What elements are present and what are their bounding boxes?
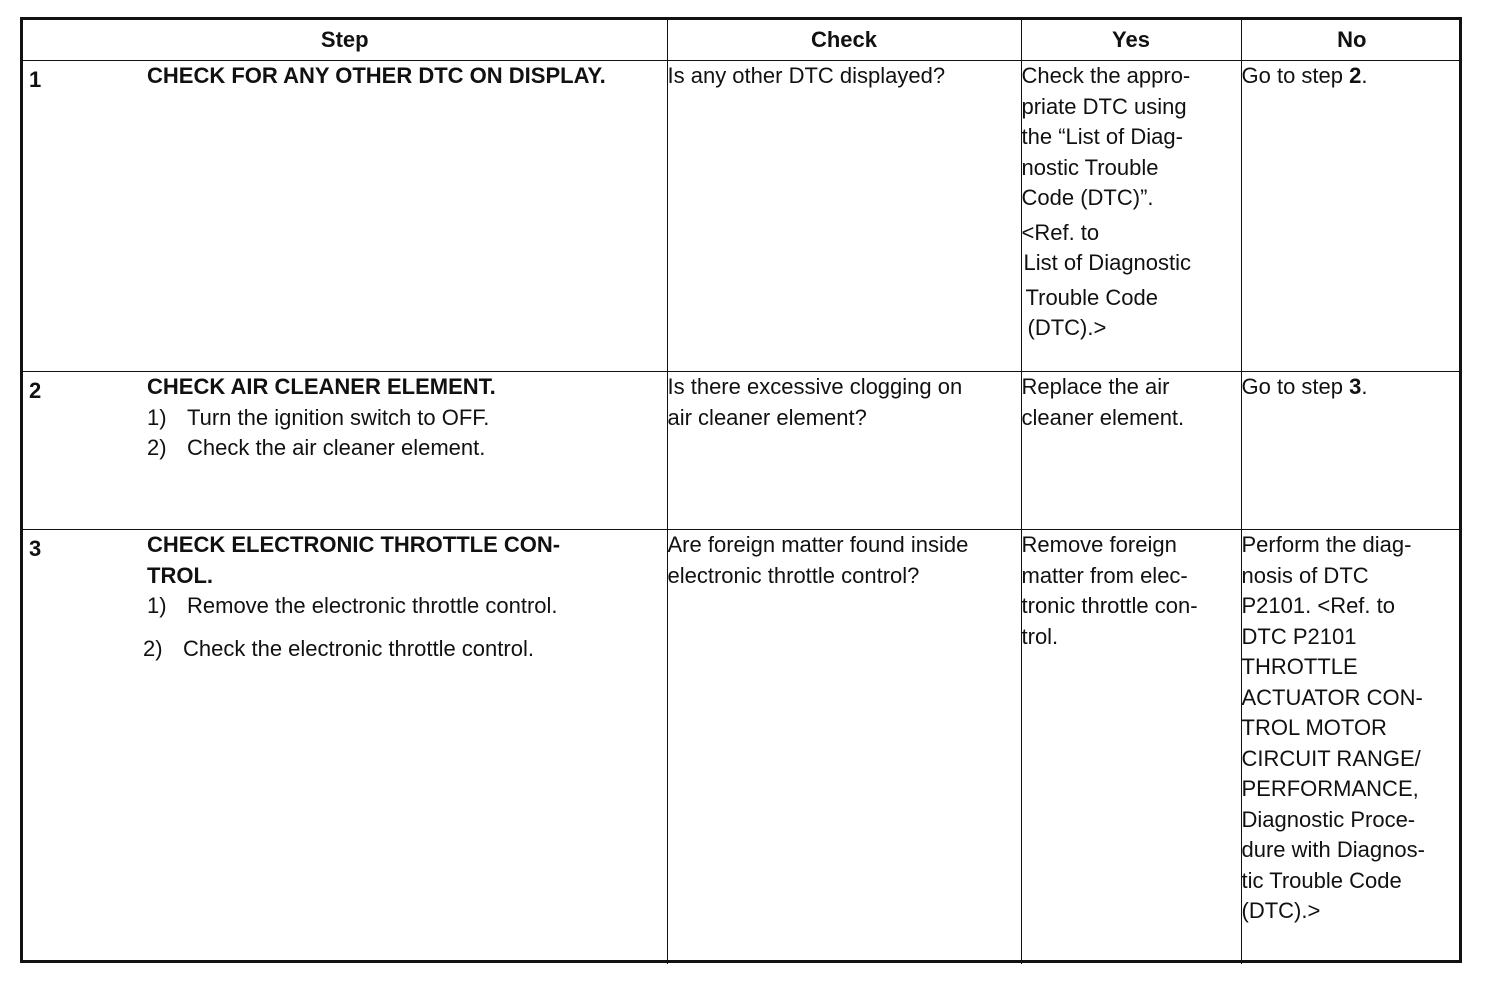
substep-text: Check the electronic throttle control. bbox=[183, 635, 534, 661]
no-line: tic Trouble Code bbox=[1241, 867, 1402, 893]
step-title: CHECK AIR CLEANER ELEMENT. bbox=[147, 374, 496, 399]
no-text bbox=[1242, 372, 1463, 403]
substep bbox=[147, 403, 663, 434]
substep-text: Check the air cleaner element. bbox=[187, 435, 486, 460]
no-prefix: Go to step bbox=[1241, 374, 1350, 399]
no-line: (DTC).> bbox=[1241, 898, 1321, 923]
yes-line: Check the appro- bbox=[1021, 63, 1191, 88]
yes-line: matter from elec- bbox=[1021, 562, 1188, 588]
no-step-ref: 2 bbox=[1349, 63, 1362, 88]
no-cell bbox=[1241, 530, 1462, 964]
step-number: 1 bbox=[29, 67, 42, 92]
header-no: No bbox=[1241, 20, 1462, 61]
yes-line: priate DTC using bbox=[1021, 93, 1187, 119]
substep-number: 2) bbox=[147, 435, 167, 460]
no-line: THROTTLE bbox=[1241, 654, 1358, 679]
check-line: Is there excessive clogging on bbox=[667, 374, 963, 399]
yes-ref-line: <Ref. to bbox=[1021, 219, 1100, 245]
step-number: 2 bbox=[29, 378, 42, 403]
no-line: TROL MOTOR bbox=[1241, 715, 1387, 740]
step-cell bbox=[23, 372, 667, 530]
yes-cell bbox=[1021, 530, 1241, 964]
no-line: nosis of DTC bbox=[1241, 562, 1369, 588]
header-check: Check bbox=[667, 20, 1021, 61]
no-line: CIRCUIT RANGE/ bbox=[1241, 745, 1421, 771]
yes-line: trol. bbox=[1021, 623, 1059, 649]
substep-text: Turn the ignition switch to OFF. bbox=[187, 404, 490, 430]
yes-line: the “List of Diag- bbox=[1021, 124, 1183, 149]
table-row bbox=[23, 372, 1462, 530]
step-number: 3 bbox=[29, 536, 42, 561]
no-cell bbox=[1241, 372, 1462, 530]
yes-ref-line: Trouble Code bbox=[1025, 284, 1158, 310]
header-yes: Yes bbox=[1021, 20, 1241, 61]
check-line: air cleaner element? bbox=[667, 404, 867, 430]
no-line: P2101. <Ref. to bbox=[1241, 593, 1395, 618]
yes-cell bbox=[1021, 61, 1241, 372]
header-step: Step bbox=[23, 20, 667, 61]
table-row bbox=[23, 530, 1462, 964]
yes-cell bbox=[1021, 372, 1241, 530]
no-line: Diagnostic Proce- bbox=[1241, 806, 1416, 832]
substep-number: 2) bbox=[143, 635, 163, 661]
no-line: Perform the diag- bbox=[1241, 532, 1412, 557]
substep bbox=[147, 591, 663, 622]
step-cell bbox=[23, 61, 667, 372]
substep-text: Remove the electronic throttle control. bbox=[187, 593, 558, 618]
yes-ref-line: List of Diagnostic bbox=[1023, 250, 1192, 275]
check-line: Are foreign matter found inside bbox=[667, 532, 969, 557]
table-row bbox=[23, 61, 1462, 372]
yes-line: Code (DTC)”. bbox=[1021, 185, 1154, 210]
substep-number: 1) bbox=[147, 404, 167, 430]
no-step-ref: 3 bbox=[1349, 374, 1362, 399]
check-text: Is any other DTC displayed? bbox=[667, 63, 946, 88]
no-line: PERFORMANCE, bbox=[1241, 776, 1419, 801]
yes-line: Remove foreign bbox=[1021, 532, 1177, 557]
yes-line: tronic throttle con- bbox=[1021, 593, 1198, 618]
no-prefix: Go to step bbox=[1241, 63, 1350, 88]
yes-ref-line: (DTC).> bbox=[1027, 315, 1107, 340]
diagnostic-table bbox=[23, 20, 1462, 964]
step-title-line: TROL. bbox=[147, 562, 213, 588]
no-line: ACTUATOR CON- bbox=[1241, 684, 1423, 710]
step-cell bbox=[23, 530, 667, 964]
yes-line: cleaner element. bbox=[1021, 404, 1185, 430]
check-cell bbox=[667, 61, 1021, 372]
substep bbox=[147, 433, 663, 464]
no-line: dure with Diagnos- bbox=[1241, 837, 1425, 862]
diagnostic-table-frame bbox=[20, 17, 1462, 963]
no-cell bbox=[1241, 61, 1462, 372]
check-cell bbox=[667, 372, 1021, 530]
no-text bbox=[1242, 61, 1463, 92]
check-line: electronic throttle control? bbox=[667, 562, 920, 588]
yes-line: nostic Trouble bbox=[1021, 154, 1159, 180]
no-line: DTC P2101 bbox=[1241, 623, 1357, 649]
yes-line: Replace the air bbox=[1021, 374, 1170, 399]
substep-number: 1) bbox=[147, 593, 167, 618]
substep bbox=[143, 634, 663, 665]
step-title: CHECK FOR ANY OTHER DTC ON DISPLAY. bbox=[147, 63, 606, 88]
step-title-line: CHECK ELECTRONIC THROTTLE CON- bbox=[147, 532, 561, 557]
check-cell bbox=[667, 530, 1021, 964]
no-suffix: . bbox=[1361, 63, 1368, 88]
no-suffix: . bbox=[1361, 374, 1368, 399]
table-header-row bbox=[23, 20, 1462, 61]
